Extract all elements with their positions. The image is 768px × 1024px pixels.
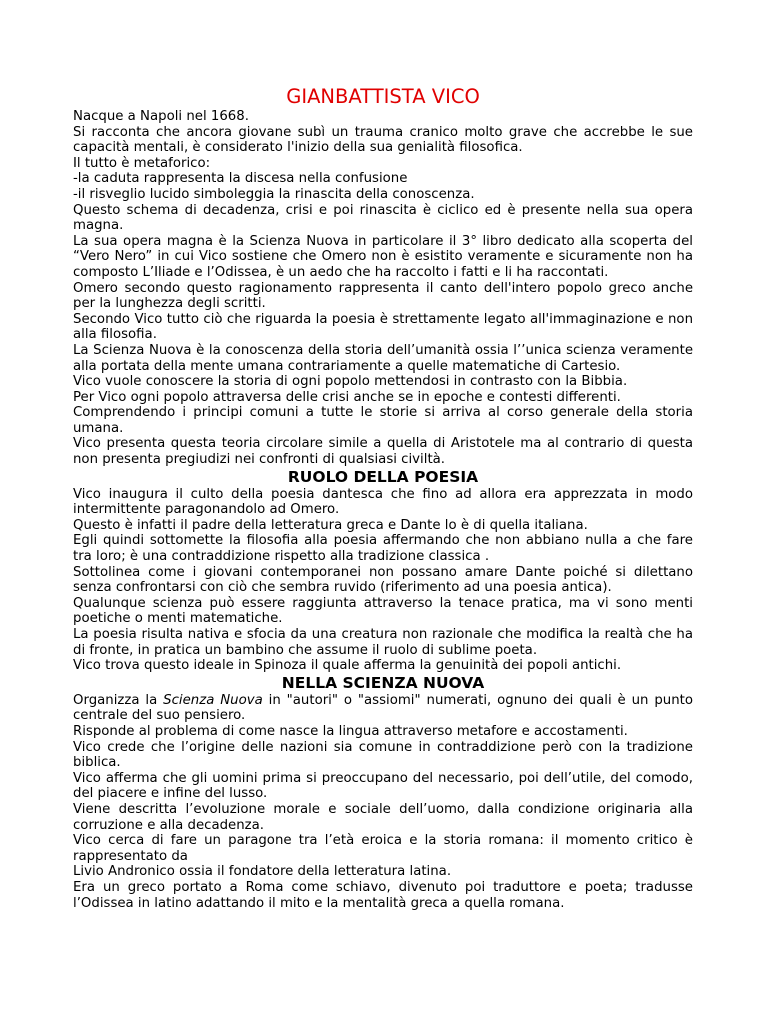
paragraph: Era un greco portato a Roma come schiavo, divenuto poi traduttore e poeta; tradusse l’Odissea in latino adattando il mito e la mentalità greca a quella romana. [73, 879, 693, 911]
paragraph: Vico afferma che gli uomini prima si preoccupano del necessario, poi dell’utile, del comodo, del piacere e infine del lusso. [73, 770, 693, 802]
paragraph: Vico cerca di fare un paragone tra l’età eroica e la storia romana: il momento critico è rappresentato da [73, 833, 693, 864]
section-heading-ruolo-della-poesia: RUOLO DELLA POESIA [287, 467, 479, 486]
paragraph: Vico inaugura il culto della poesia dantesca che fino ad allora era apprezzata in modo intermittente paragonandolo ad Omero. [73, 486, 693, 518]
section-biografia [73, 109, 693, 468]
text-run: Organizza la [73, 692, 164, 708]
paragraph: Questo schema di decadenza, crisi e poi rinascita è ciclico ed è presente nella sua opera magna. [73, 202, 693, 234]
paragraph: Questo è infatti il padre della letteratura greca e Dante lo è di quella italiana. [73, 517, 588, 533]
text-run: in "autori" o "assiomi" numerati, ognuno dei quali è un punto centrale del suo pensiero. [73, 692, 693, 724]
paragraph: Vico crede che l’origine delle nazioni sia comune in contraddizione però con la tradizione biblica. [73, 739, 693, 771]
paragraph: -il risveglio lucido simboleggia la rinascita della conoscenza. [73, 186, 475, 202]
paragraph: Livio Andronico ossia il fondatore della letteratura latina. [73, 864, 452, 880]
paragraph: Vico vuole conoscere la storia di ogni popolo mettendosi in contrasto con la Bibbia. [73, 374, 628, 390]
section-heading-nella-scienza-nuova: NELLA SCIENZA NUOVA [281, 673, 485, 692]
section-ruolo-della-poesia [73, 487, 693, 674]
paragraph: Secondo Vico tutto ciò che riguarda la poesia è strettamente legato all'immaginazione e non alla filosofia. [73, 311, 693, 343]
paragraph: La sua opera magna è la Scienza Nuova in particolare il 3° libro dedicato alla scoperta del “Vero Nero” in cui Vico sostiene che Omero non è esistito veramente e sicuramente non ha composto L’Iliade e l’Odissea, è un aedo che ha raccolto i fatti e li ha raccontati. [73, 233, 693, 280]
document-title: GIANBATTISTA VICO [286, 85, 480, 108]
paragraph: La Scienza Nuova è la conoscenza della storia dell’umanità ossia l’’unica scienza veramente alla portata della mente umana contrariamente a quelle matematiche di Cartesio. [73, 342, 693, 374]
paragraph: Egli quindi sottomette la filosofia alla poesia affermando che non abbiano nulla a che fare tra loro; è una contraddizione rispetto alla tradizione classica . [73, 533, 693, 565]
paragraph: Risponde al problema di come nasce la lingua attraverso metafore e accostamenti. [73, 723, 628, 739]
paragraph: La poesia risulta nativa e sfocia da una creatura non razionale che modifica la realtà che ha di fronte, in pratica un bambino che assume il ruolo di sublime poeta. [73, 627, 693, 658]
paragraph: Si racconta che ancora giovane subì un trauma cranico molto grave che accrebbe le sue capacità mentali, è considerato l'inizio della sua genialità filosofica. [73, 124, 693, 156]
paragraph: Sottolinea come i giovani contemporanei non possano amare Dante poiché si dilettano senza confrontarsi con ciò che sembra ruvido (riferimento ad una poesia antica). [73, 564, 693, 596]
section-nella-scienza-nuova [73, 693, 693, 911]
italic-title: Scienza Nuova [163, 692, 263, 708]
paragraph: Comprendendo i principi comuni a tutte le storie si arriva al corso generale della storia umana. [73, 405, 693, 436]
paragraph: Il tutto è metaforico: [73, 155, 211, 171]
paragraph [73, 693, 693, 724]
paragraph: Qualunque scienza può essere raggiunta attraverso la tenace pratica, ma vi sono menti poetiche o menti matematiche. [73, 595, 693, 627]
paragraph: Omero secondo questo ragionamento rappresenta il canto dell'intero popolo greco anche per la lunghezza degli scritti. [73, 280, 693, 312]
paragraph: -la caduta rappresenta la discesa nella confusione [73, 171, 408, 187]
paragraph: Per Vico ogni popolo attraversa delle crisi anche se in epoche e contesti differenti. [73, 389, 621, 405]
paragraph: Nacque a Napoli nel 1668. [73, 109, 249, 124]
paragraph: Vico trova questo ideale in Spinoza il quale afferma la genuinità dei popoli antichi. [73, 658, 622, 674]
paragraph: Vico presenta questa teoria circolare simile a quella di Aristotele ma al contrario di questa non presenta pregiudizi nei confronti di qualsiasi civiltà. [73, 436, 693, 468]
paragraph: Viene descritta l’evoluzione morale e sociale dell’uomo, dalla condizione originaria alla corruzione e alla decadenza. [73, 801, 693, 833]
document-page [73, 86, 693, 911]
